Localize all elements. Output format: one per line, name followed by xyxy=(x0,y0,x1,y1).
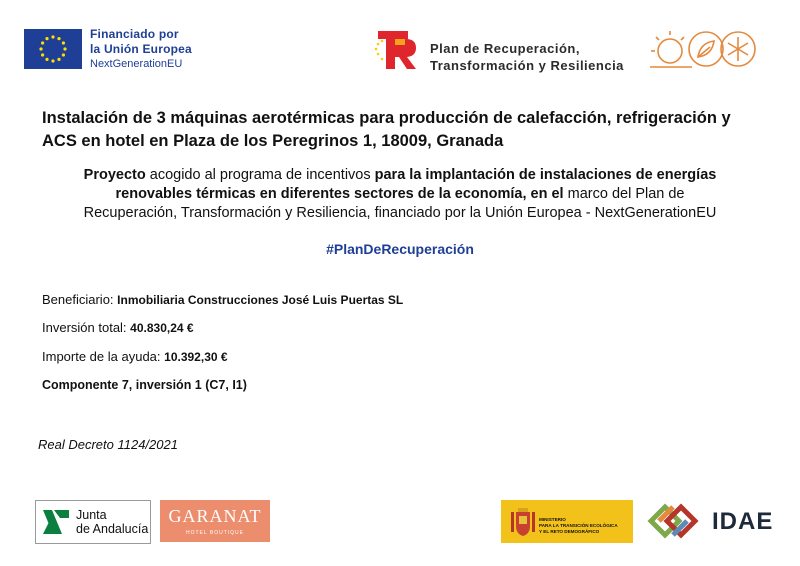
project-line1-bold2: para la implantación de instalaciones de energías xyxy=(374,167,717,183)
idae-logo-text: IDAE xyxy=(712,508,774,535)
eu-label-line3: NextGenerationEU xyxy=(90,58,183,70)
hashtag-link[interactable]: #PlanDeRecuperación xyxy=(326,241,474,257)
idae-logo-icon xyxy=(643,500,707,543)
project-line2-bold: renovables térmicas en diferentes sectores de la economía, en el xyxy=(115,186,564,202)
beneficiary-value: Inmobiliaria Construcciones José Luis Puertas SL xyxy=(117,293,404,307)
page-title: Instalación de 3 máquinas aerotérmicas para producción de calefacción, refrigeración y ACS en hotel en Plaza de los Peregrinos 1, 18009, Granada xyxy=(42,109,731,150)
investment-label: Inversión total: xyxy=(42,320,127,335)
decree-text: Real Decreto 1124/2021 xyxy=(38,437,178,452)
component-text: Componente 7, inversión 1 (C7, I1) xyxy=(42,378,247,392)
garanat-subtitle: HOTEL BOUTIQUE xyxy=(186,530,244,536)
project-line1-bold: Proyecto xyxy=(83,167,146,183)
eu-label-line2: la Unión Europea xyxy=(90,42,192,56)
prtr-line1: Plan de Recuperación, xyxy=(430,41,580,56)
ministerio-logo xyxy=(501,500,633,543)
junta-line1: Junta xyxy=(76,508,107,522)
project-description xyxy=(40,166,760,223)
project-line3: Recuperación, Transformación y Resiliencia, financiado por la Unión Europea - NextGenerationEU xyxy=(83,205,717,221)
ministerio-text xyxy=(539,517,618,535)
beneficiary-row xyxy=(42,292,403,307)
investment-value: 40.830,24 € xyxy=(130,321,194,335)
aid-label: Importe de la ayuda: xyxy=(42,349,161,364)
aid-row xyxy=(42,349,228,364)
junta-logo-icon xyxy=(40,506,72,538)
prtr-line2: Transformación y Resiliencia xyxy=(430,58,624,73)
beneficiary-label: Beneficiario: xyxy=(42,292,114,307)
prtr-logo-icon xyxy=(372,29,420,71)
project-line2 xyxy=(40,185,760,204)
eu-flag-icon xyxy=(24,29,82,69)
junta-andalucia-logo xyxy=(35,500,151,544)
eu-funding-label xyxy=(90,27,192,72)
garanat-logo xyxy=(160,500,270,542)
renewable-energy-icons xyxy=(648,27,758,71)
eu-label-line1: Financiado por xyxy=(90,27,179,41)
garanat-name: GARANAT xyxy=(168,506,262,526)
project-line1 xyxy=(40,166,760,185)
junta-line2: de Andalucía xyxy=(76,522,149,536)
spain-coat-of-arms-icon xyxy=(509,506,537,538)
project-line1-text: acogido al programa de incentivos xyxy=(149,167,371,183)
investment-row xyxy=(42,320,194,335)
ministerio-line1: MINISTERIO xyxy=(539,517,566,522)
prtr-title xyxy=(430,40,624,74)
project-line2-text: marco del Plan de xyxy=(567,186,685,202)
aid-value: 10.392,30 € xyxy=(164,350,228,364)
ministerio-line2: PARA LA TRANSICIÓN ECOLÓGICA xyxy=(539,523,618,528)
ministerio-line3: Y EL RETO DEMOGRÁFICO xyxy=(539,529,600,534)
